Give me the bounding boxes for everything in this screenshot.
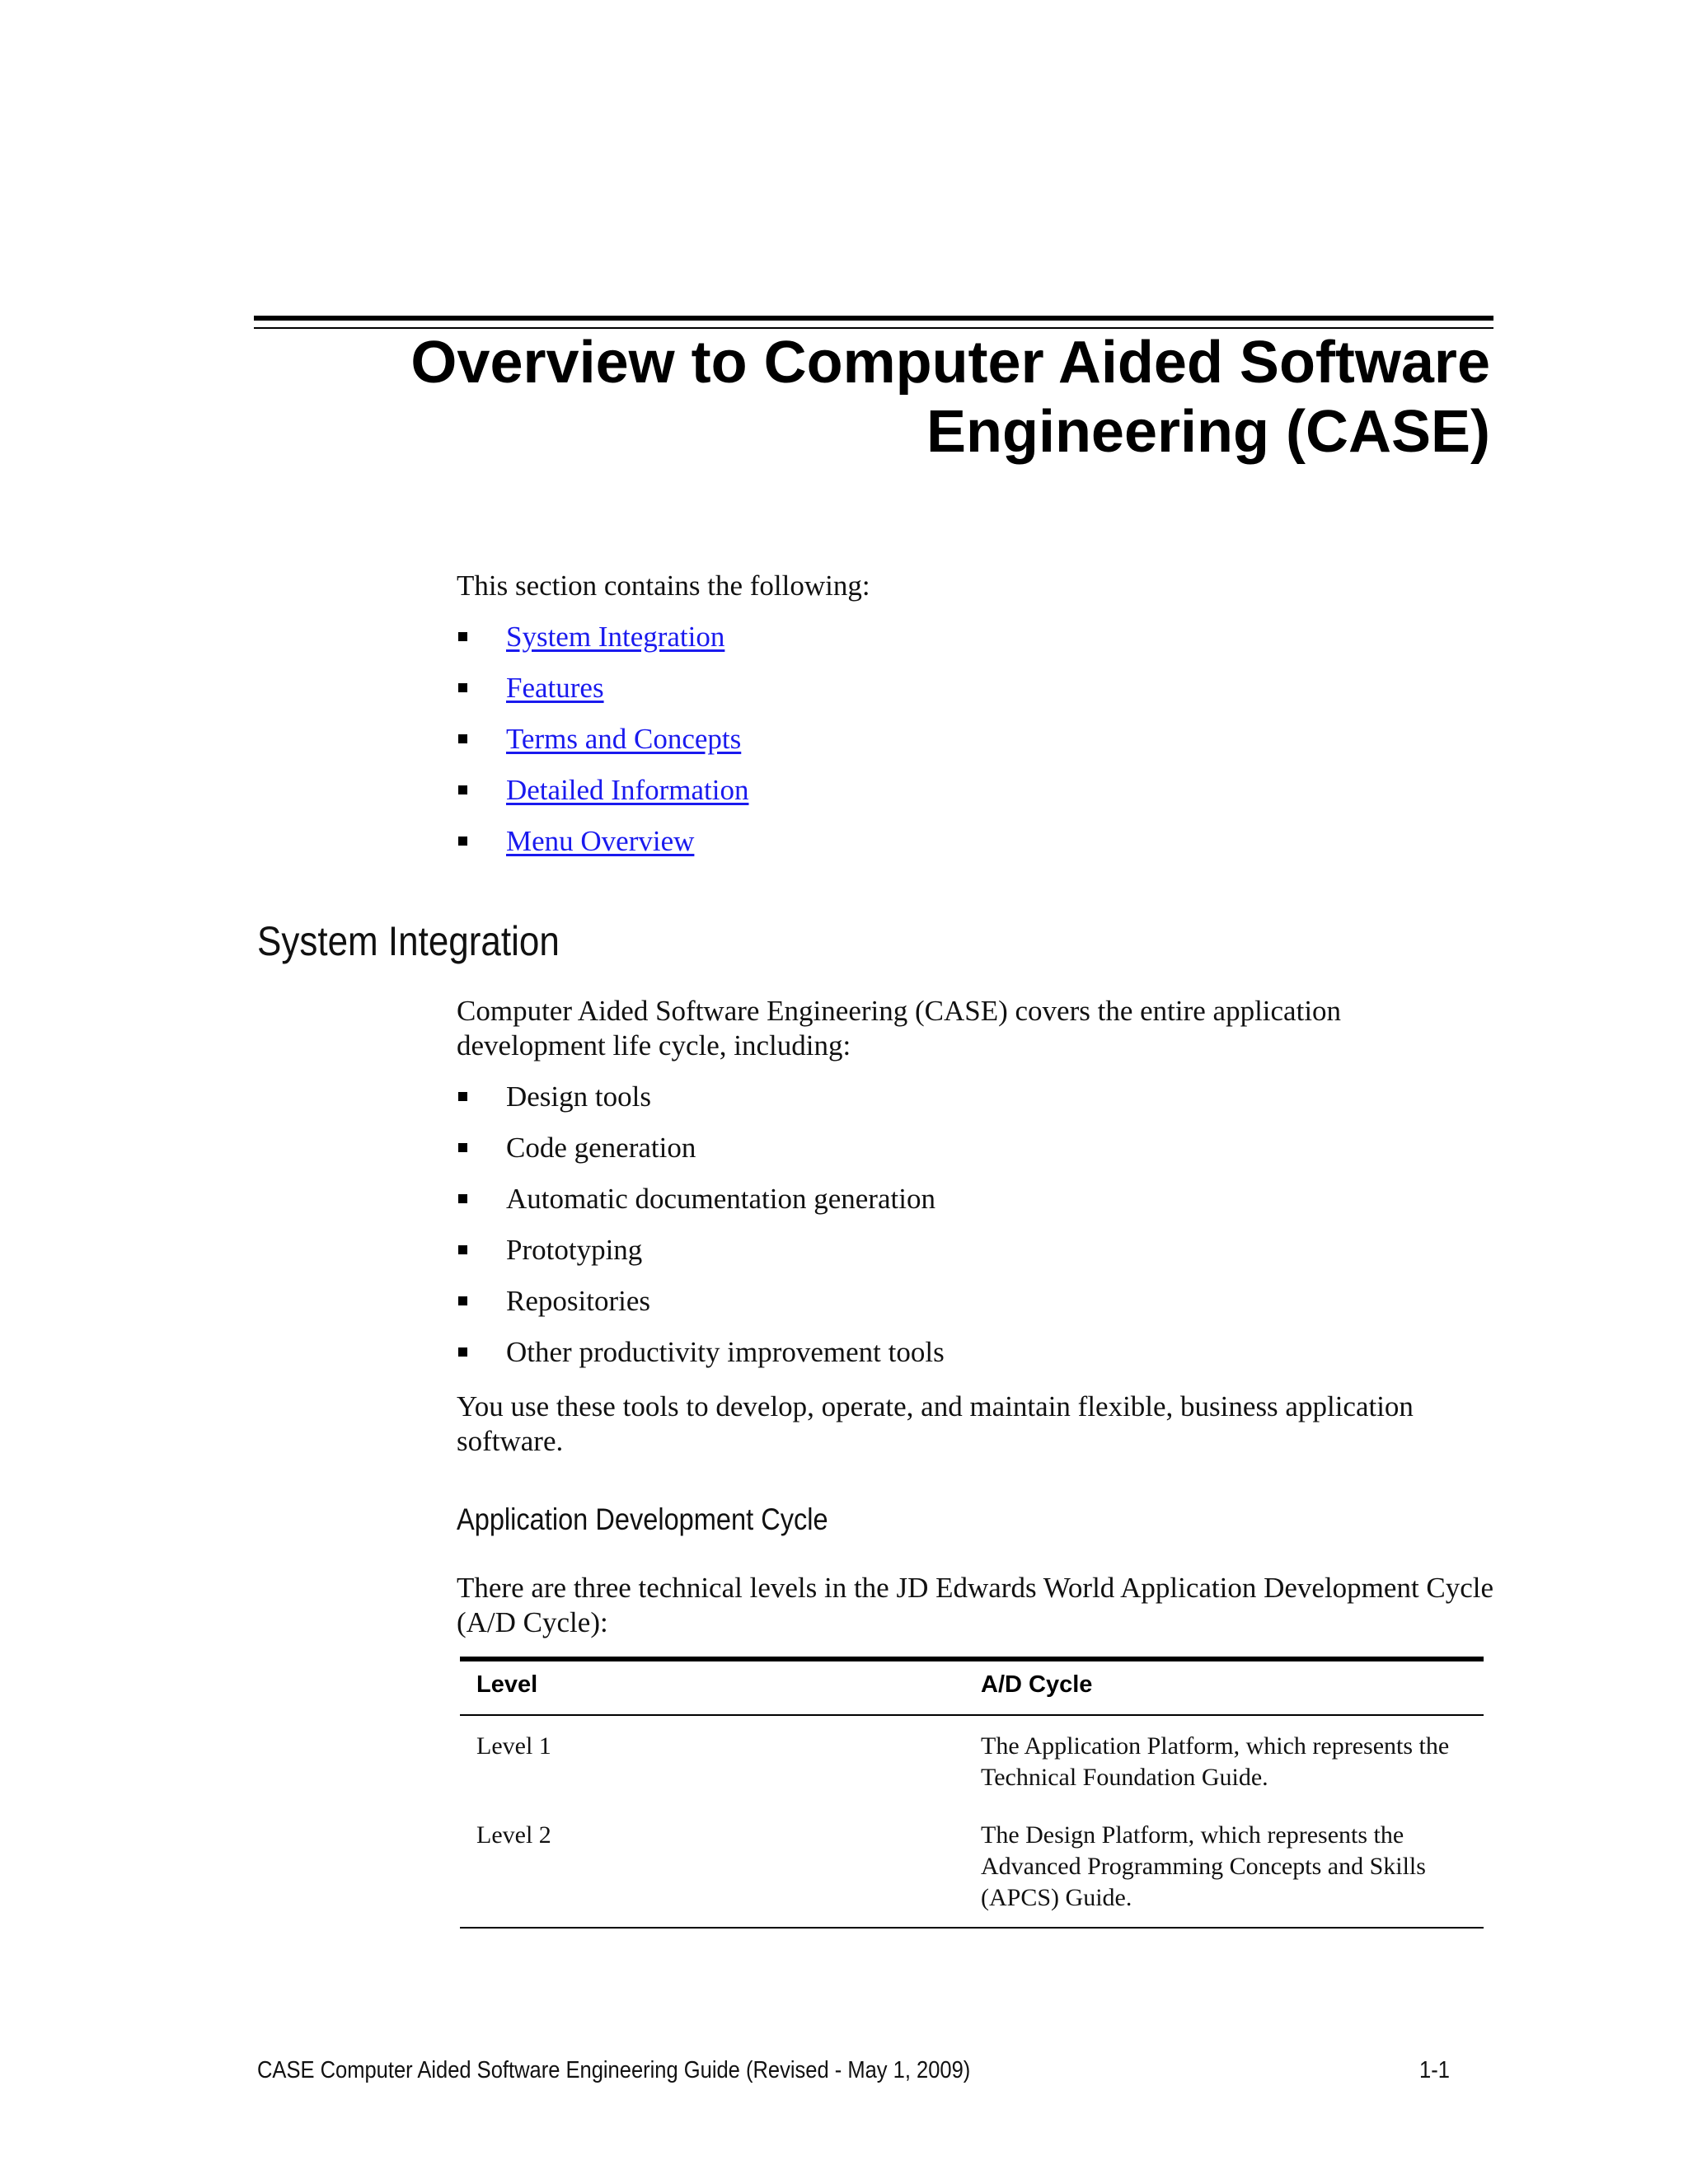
bullet-square-icon — [458, 1296, 467, 1305]
table-top-rule — [460, 1657, 1484, 1661]
chapter-title — [254, 328, 1490, 466]
table-cell-level-1: Level 1 — [476, 1732, 551, 1760]
chapter-title-line-2: Engineering (CASE) — [926, 399, 1490, 465]
list-item — [457, 671, 1495, 722]
table-header-level: Level — [476, 1671, 538, 1698]
list-item-text: Other productivity improvement tools — [506, 1336, 945, 1368]
list-item — [457, 1335, 1495, 1386]
list-item-text: Prototyping — [506, 1234, 643, 1266]
list-item — [457, 824, 1495, 875]
bullet-square-icon — [458, 1194, 467, 1203]
bullet-square-icon — [458, 1245, 467, 1254]
table-bottom-rule — [460, 1927, 1484, 1929]
case-tools-list — [457, 1080, 1495, 1386]
section-heading-application-development-cycle: Application Development Cycle — [457, 1502, 828, 1536]
link-terms-and-concepts[interactable]: Terms and Concepts — [506, 723, 742, 755]
bullet-square-icon — [458, 734, 467, 743]
bullet-square-icon — [458, 1143, 467, 1152]
intro-text: This section contains the following: — [457, 569, 870, 602]
list-item-text: Design tools — [506, 1080, 651, 1113]
table-cell-level-2-description: The Design Platform, which represents the Advanced Programming Concepts and Skills (APCS) Guide. — [981, 1821, 1426, 1911]
bullet-square-icon — [458, 837, 467, 846]
section-heading-system-integration: System Integration — [257, 918, 560, 964]
link-detailed-information[interactable]: Detailed Information — [506, 774, 749, 806]
table-cell-level-2: Level 2 — [476, 1821, 551, 1849]
list-item — [457, 620, 1495, 671]
list-item-text: Code generation — [506, 1132, 696, 1164]
list-item — [457, 1182, 1495, 1233]
bullet-square-icon — [458, 1347, 467, 1357]
system-integration-paragraph-2: You use these tools to develop, operate, and maintain flexible, business application software. — [457, 1390, 1414, 1457]
chapter-title-line-1: Overview to Computer Aided Software — [410, 330, 1490, 396]
list-item — [457, 1233, 1495, 1284]
footer-page-number: 1-1 — [1419, 2057, 1450, 2083]
bullet-square-icon — [458, 1092, 467, 1101]
list-item-text: Automatic documentation generation — [506, 1183, 935, 1215]
link-menu-overview[interactable]: Menu Overview — [506, 825, 695, 857]
list-item — [457, 1284, 1495, 1335]
title-rule-thick — [254, 316, 1493, 321]
system-integration-paragraph-1: Computer Aided Software Engineering (CASE) covers the entire application development life cycle, including: — [457, 995, 1342, 1062]
bullet-square-icon — [458, 785, 467, 794]
bullet-square-icon — [458, 683, 467, 692]
link-features[interactable]: Features — [506, 672, 604, 704]
link-system-integration[interactable]: System Integration — [506, 621, 725, 653]
list-item-text: Repositories — [506, 1285, 650, 1317]
bullet-square-icon — [458, 632, 467, 641]
section-contents-list — [457, 620, 1495, 875]
table-header-ad-cycle: A/D Cycle — [981, 1671, 1093, 1698]
footer-guide-title: CASE Computer Aided Software Engineering Guide (Revised - May 1, 2009) — [257, 2057, 971, 2083]
list-item — [457, 773, 1495, 824]
list-item — [457, 1131, 1495, 1182]
ad-cycle-paragraph: There are three technical levels in the JD Edwards World Application Development Cycle (A/D Cycle): — [457, 1572, 1494, 1638]
table-cell-level-1-description: The Application Platform, which represents the Technical Foundation Guide. — [981, 1732, 1450, 1791]
list-item — [457, 1080, 1495, 1131]
table-header-rule — [460, 1714, 1484, 1716]
list-item — [457, 722, 1495, 773]
